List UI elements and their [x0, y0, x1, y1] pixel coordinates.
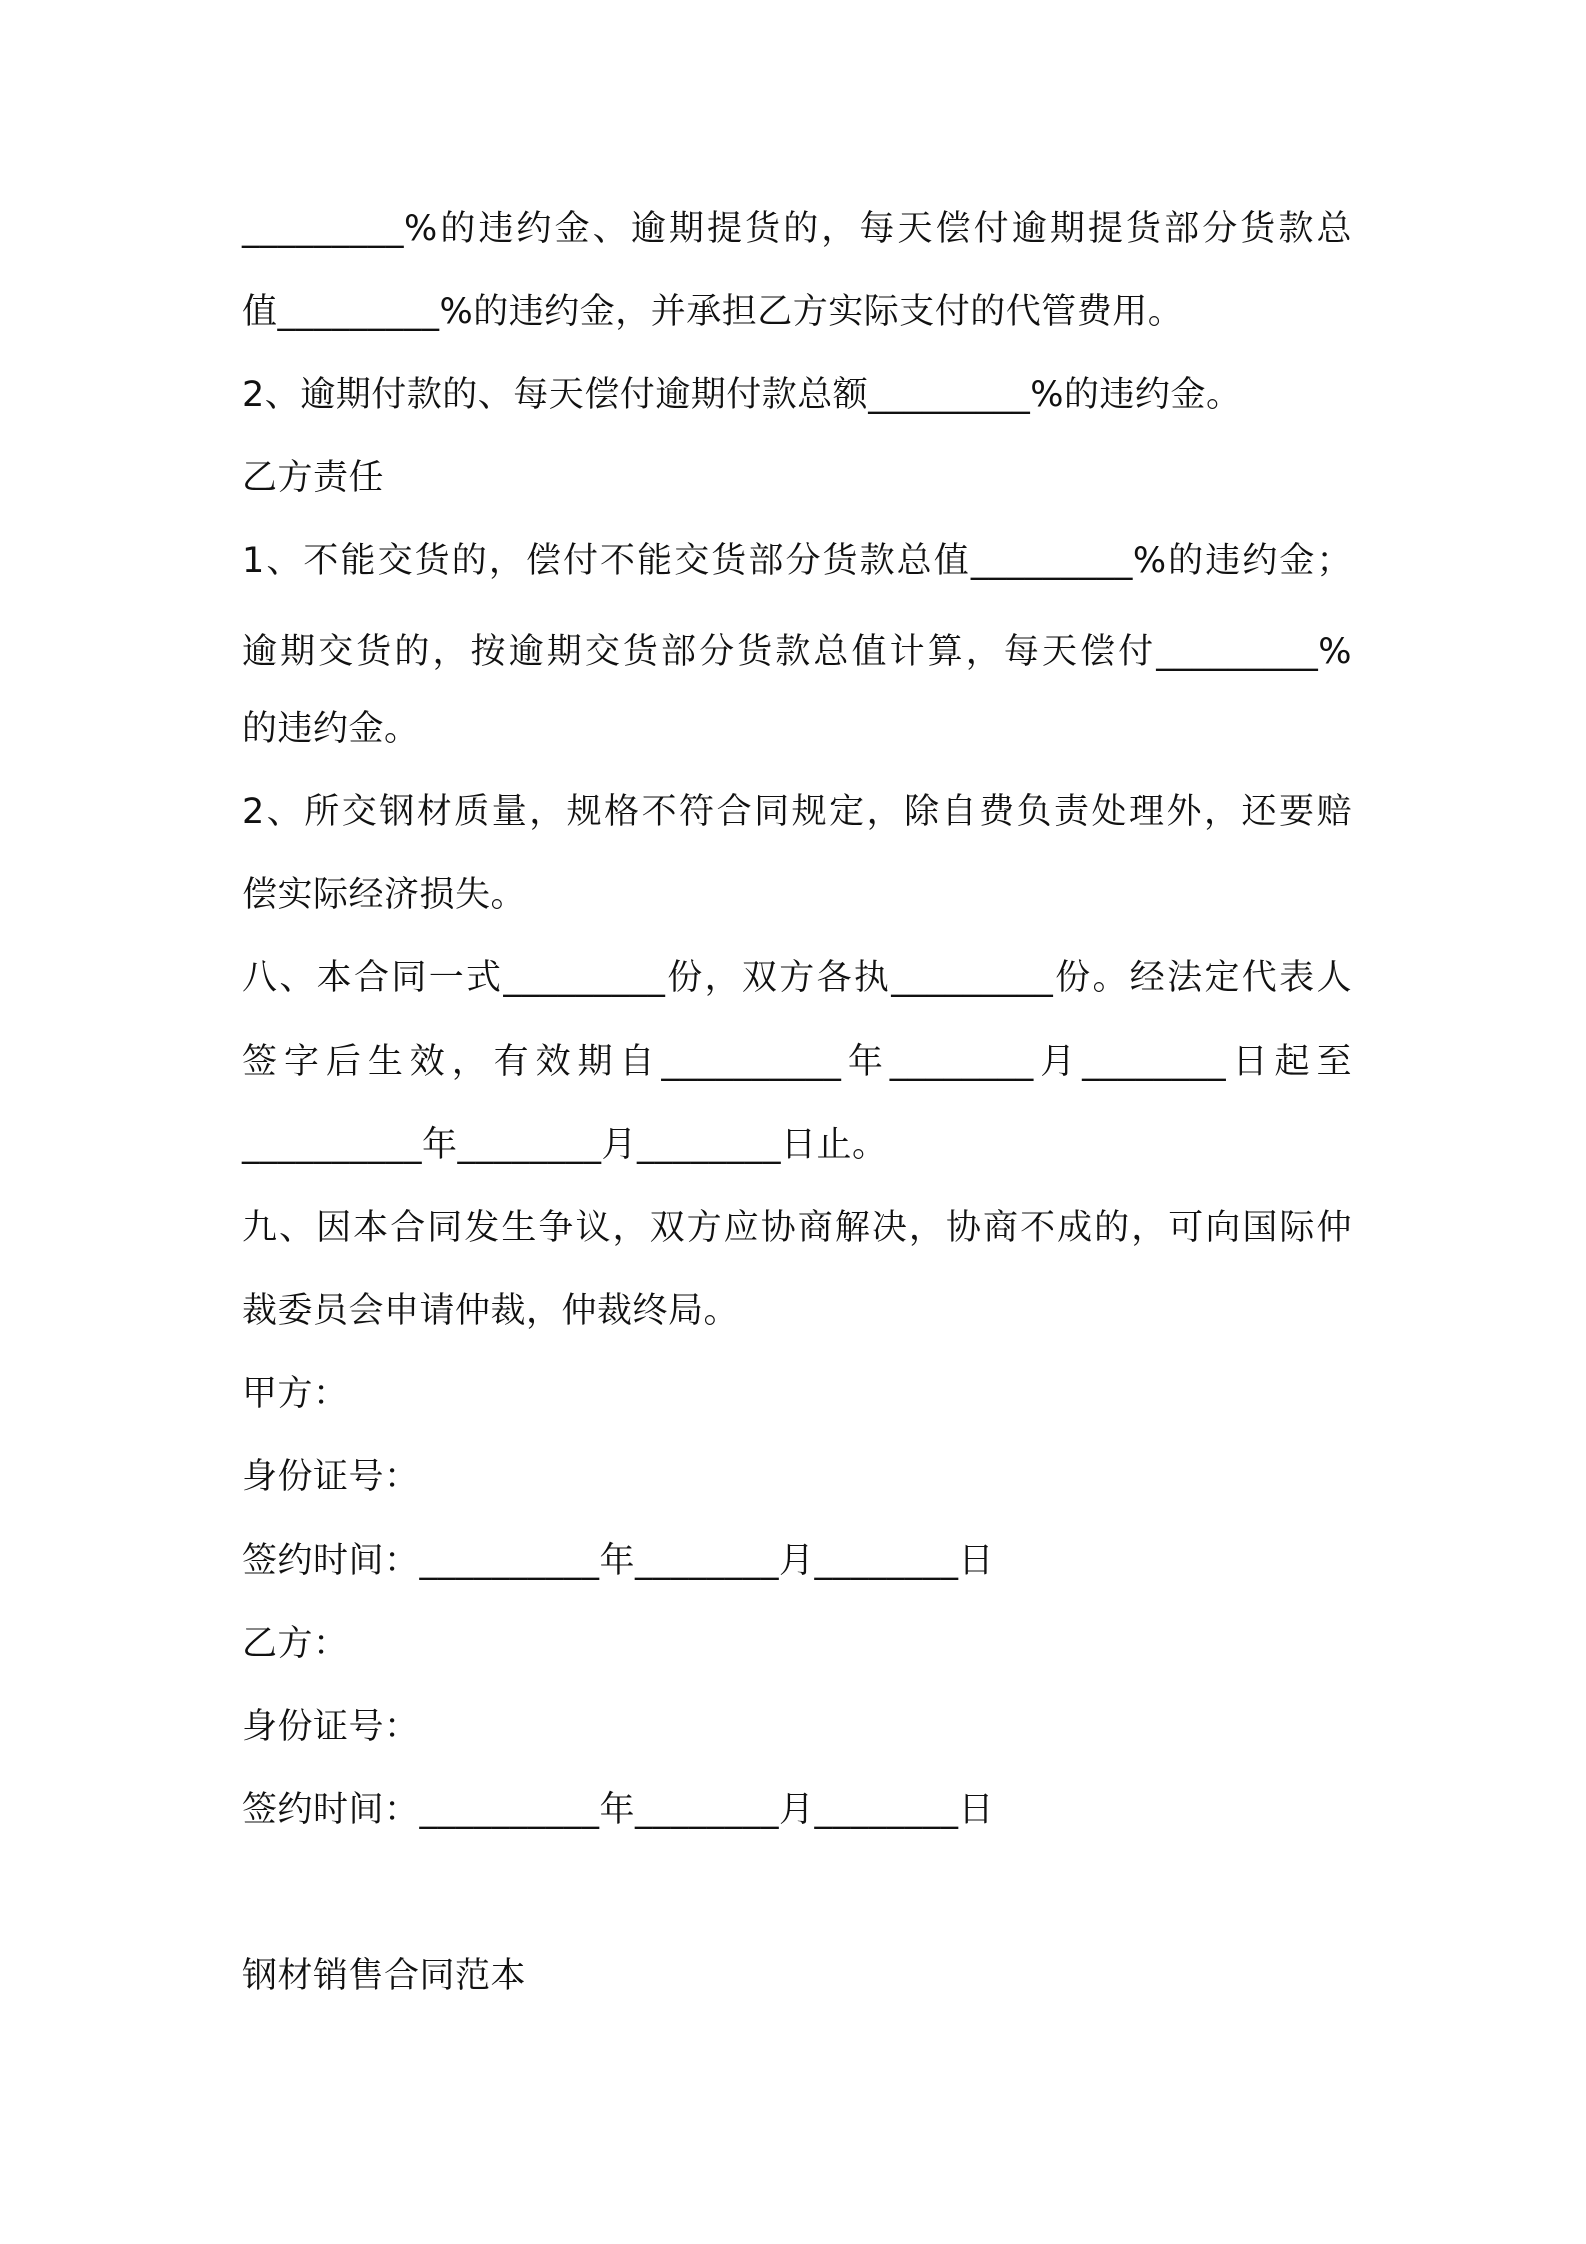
party-a-label: 甲方：	[242, 1374, 349, 1414]
contract-line-3: 2、逾期付款的、每天偿付逾期付款总额_________%的违约金。	[242, 375, 1242, 415]
contract-line-10: 八、本合同一式_________份，双方各执_________份。经法定代表人	[242, 958, 1352, 998]
contract-line-12: __________年________月________日止。	[242, 1125, 888, 1165]
contract-line-9: 偿实际经济损失。	[242, 875, 527, 915]
contract-line-5: 1、不能交货的，偿付不能交货部分货款总值_________%的违约金；	[242, 541, 1352, 581]
contract-line-1: _________%的违约金、逾期提货的，每天偿付逾期提货部分货款总	[242, 209, 1352, 249]
party-a-sign-date: 签约时间：__________年________月________日	[242, 1541, 995, 1581]
contract-line-13: 九、因本合同发生争议，双方应协商解决，协商不成的，可向国际仲	[242, 1208, 1352, 1248]
contract-line-2: 值_________%的违约金，并承担乙方实际支付的代管费用。	[242, 292, 1184, 332]
document-title: 钢材销售合同范本	[242, 1956, 527, 1996]
contract-line-6: 逾期交货的，按逾期交货部分货款总值计算，每天偿付_________%	[242, 632, 1352, 672]
contract-line-11: 签字后生效，有效期自__________年________月________日起至	[242, 1042, 1352, 1082]
contract-line-7: 的违约金。	[242, 709, 420, 749]
party-a-id-label: 身份证号：	[242, 1457, 420, 1497]
contract-line-14: 裁委员会申请仲裁，仲裁终局。	[242, 1291, 740, 1331]
party-b-label: 乙方：	[242, 1624, 349, 1664]
contract-line-8: 2、所交钢材质量，规格不符合同规定，除自费负责处理外，还要赔	[242, 792, 1352, 832]
party-b-id-label: 身份证号：	[242, 1707, 420, 1747]
section-heading-party-b-liability: 乙方责任	[242, 458, 385, 498]
party-b-sign-date: 签约时间：__________年________月________日	[242, 1790, 995, 1830]
